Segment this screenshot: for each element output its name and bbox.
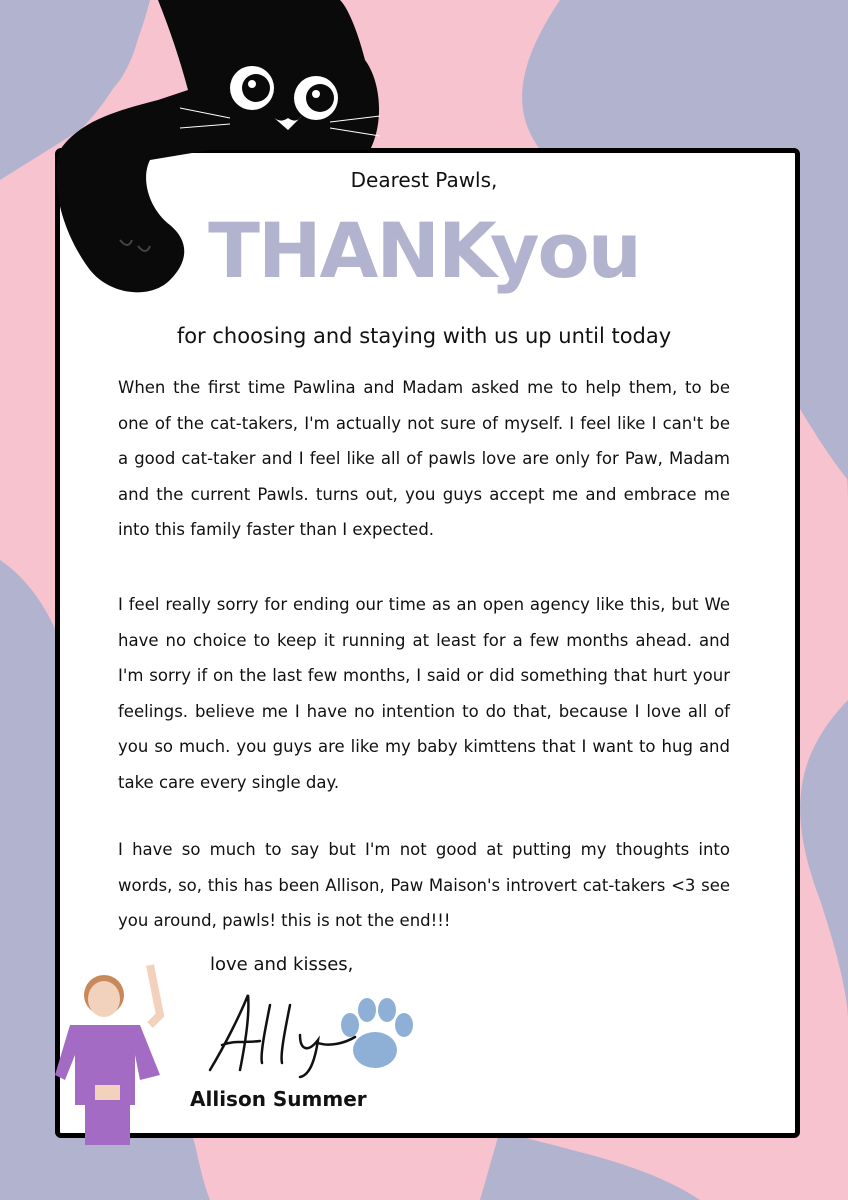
closing: love and kisses, (210, 954, 354, 975)
signer-name: Allison Summer (190, 1087, 367, 1111)
paw-print-icon (330, 995, 420, 1075)
person-photo (50, 955, 190, 1145)
paragraph-3: I have so much to say but I'm not good at putting my thoughts into words, so, this has been Allison, Paw Maison's introvert cat-takers <3 see you around, pawls! this is not the end!!! (118, 840, 730, 930)
paragraph-2: I feel really sorry for ending our time as an open agency like this, but We have no choice to keep it running at least for a few months ahead. and I'm sorry if on the last few months, I said or did something that hurt your feelings. believe me I have no intention to do that, because I love all of you so much. you guys are like my baby kimttens that I want to hug and take care every single day. (118, 595, 730, 792)
greeting: Dearest Pawls, (350, 168, 498, 192)
headline: THANKyou (208, 206, 640, 295)
paragraph-1: When the first time Pawlina and Madam asked me to help them, to be one of the cat-takers, I'm actually not sure of myself. I feel like I can't be a good cat-taker and I feel like all of pawls love are only for Paw, Madam and the current Pawls. turns out, you guys accept me and embrace me into this family faster than I expected. (118, 378, 730, 539)
subtitle: for choosing and staying with us up until today (176, 324, 672, 348)
